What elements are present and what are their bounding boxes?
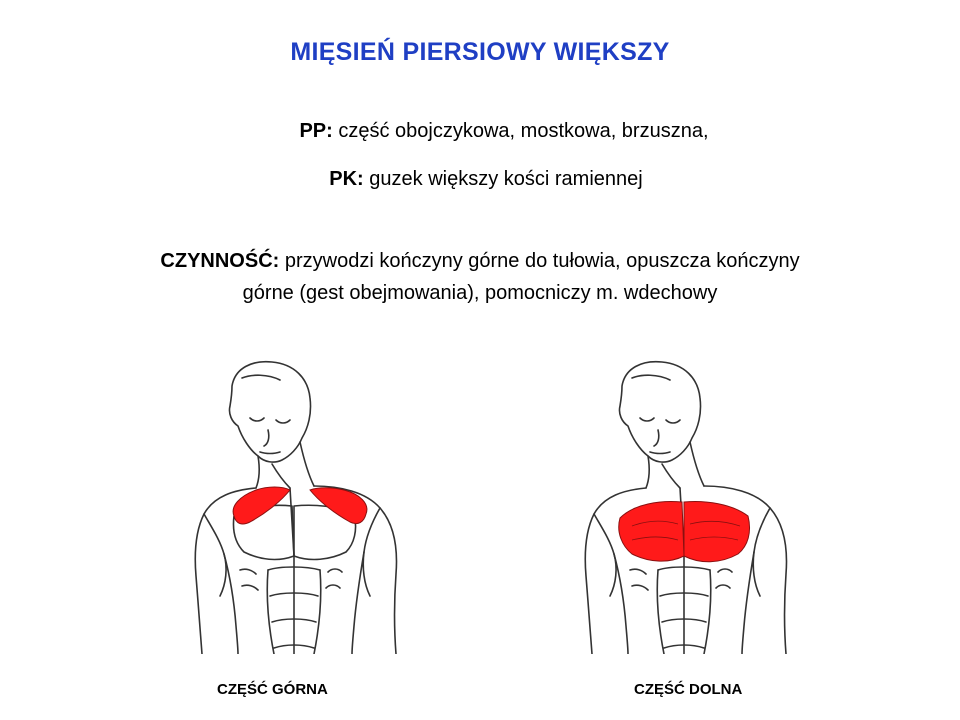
torso-illustration-upper: [190, 356, 410, 654]
function-line-2: [0, 282, 960, 305]
origin-text: część obojczykowa, mostkowa, brzuszna,: [332, 120, 709, 142]
torso-illustration-lower: [580, 356, 800, 654]
function-line-1: [0, 250, 960, 273]
caption-lower-part: CZĘŚĆ DOLNA: [634, 681, 743, 698]
insertion-line: [6, 168, 960, 191]
caption-upper-part: CZĘŚĆ GÓRNA: [217, 681, 328, 698]
insertion-label: PK:: [329, 168, 364, 190]
origin-line: [24, 120, 960, 143]
slide-title: MIĘSIEŃ PIERSIOWY WIĘKSZY: [290, 38, 670, 66]
function-text-1: przywodzi kończyny górne do tułowia, opuszcza kończyny: [279, 250, 800, 272]
function-text-2: górne (gest obejmowania), pomocniczy m. wdechowy: [242, 282, 718, 304]
origin-label: PP:: [299, 120, 333, 142]
function-label: CZYNNOŚĆ:: [160, 250, 280, 272]
insertion-text: guzek większy kości ramiennej: [363, 168, 643, 190]
